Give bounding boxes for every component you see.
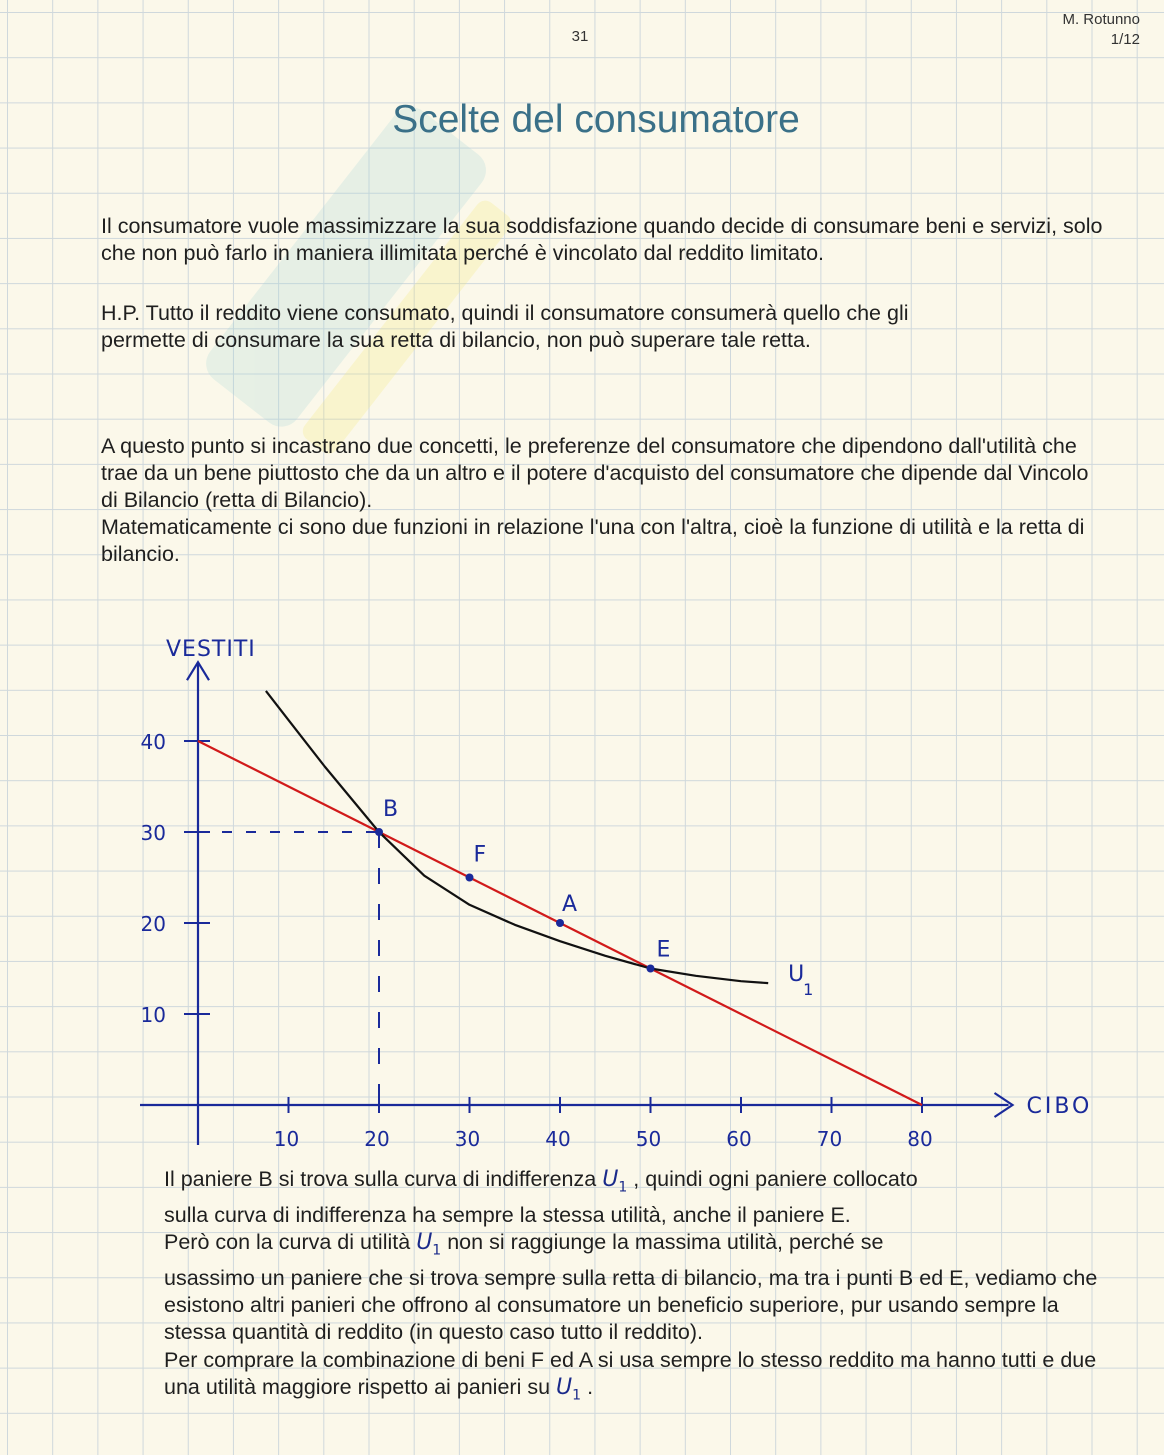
page-title: Scelte del consumatore: [392, 98, 800, 141]
x-axis-title: CIBO: [1026, 1094, 1093, 1119]
point-label-a: A: [562, 892, 578, 917]
author-name: M. Rotunno: [1062, 11, 1140, 28]
hypothesis-paragraph: H.P. Tutto il reddito viene consumato, quindi il consumatore consumerà quello che gli permette di consumare la sua retta di bilancio, non può superare tale retta.: [101, 301, 909, 352]
author-block: [1062, 10, 1140, 50]
intro-paragraph: Il consumatore vuole massimizzare la sua soddisfazione quando decide di consumare beni e servizi, solo che non può farlo in maniera illimitata perché è vincolato dal reddito limitato.: [101, 214, 1103, 265]
explanation-line-3: [164, 1229, 1124, 1265]
explanation-line-4: usassimo un paniere che si trova sempre sulla retta di bilancio, ma tra i punti B ed E, vediamo che esistono altri panieri che offrono al consumatore un beneficio superiore, pur usando sempre la stessa quantità di reddito (in questo caso tutto il reddito).: [164, 1265, 1098, 1345]
x-tick-label: 30: [454, 1127, 481, 1151]
x-tick-label: 80: [907, 1127, 933, 1151]
chart-guides: [198, 832, 379, 1105]
u-letter: U: [556, 1374, 573, 1400]
u-subscript: 1: [572, 1387, 582, 1404]
concepts-block: [101, 433, 1111, 568]
chart-lines: [198, 691, 922, 1105]
u1-symbol: [596, 1167, 633, 1196]
explanation-line-2: sulla curva di indifferenza ha sempre la stessa utilità, anche il paniere E.: [164, 1202, 851, 1227]
u-letter: U: [602, 1167, 619, 1192]
text-segment: Il paniere B si trova sulla curva di indifferenza: [164, 1167, 597, 1191]
point-f: [466, 874, 474, 882]
x-tick-label: 50: [635, 1127, 662, 1151]
concepts-paragraph: A questo punto si incastrano due concetti, le preferenze del consumatore che dipendono dall'utilità che trae da un bene piuttosto che da un altro e il potere d'acquisto del consumatore che dipende dal Vincolo di Bilancio (retta di Bilancio).: [101, 434, 1089, 512]
u-subscript: 1: [618, 1179, 628, 1196]
indifference-chart: [0, 600, 1164, 1160]
y-tick-label: 30: [140, 821, 166, 845]
text-segment: Però con la curva di utilità: [164, 1229, 411, 1254]
text-segment: , quindi ogni paniere collocato: [633, 1167, 918, 1191]
curve-label-u1: U: [788, 962, 805, 988]
x-tick-label: 10: [273, 1127, 300, 1151]
point-label-b: B: [383, 797, 399, 822]
point-label-f: F: [473, 842, 487, 868]
point-b: [375, 828, 383, 836]
indifference-curve-u1: [266, 691, 768, 983]
u-subscript: 1: [432, 1242, 442, 1259]
y-tick-label: 40: [140, 730, 166, 754]
x-tick-label: 20: [364, 1127, 390, 1151]
x-tick-label: 70: [816, 1127, 843, 1151]
u-letter: U: [416, 1229, 433, 1255]
explanation-line-5: [164, 1347, 1124, 1410]
y-tick-label: 10: [140, 1003, 166, 1027]
math-paragraph: Matematicamente ci sono due funzioni in relazione l'una con l'altra, cioè la funzione di utilità e la retta di bilancio.: [101, 515, 1085, 566]
x-tick-label: 40: [545, 1127, 571, 1151]
y-axis-title: VESTITI: [166, 637, 256, 663]
page-number: 31: [571, 28, 589, 45]
y-tick-label: 20: [140, 912, 166, 936]
explanation-line-1: [164, 1166, 1124, 1202]
point-label-e: E: [656, 937, 671, 963]
text-segment: .: [587, 1374, 594, 1399]
u1-symbol: [410, 1229, 447, 1259]
page-count: 1/12: [1110, 31, 1140, 48]
x-tick-label: 60: [726, 1127, 752, 1151]
u1-symbol: [550, 1374, 587, 1404]
curve-label-u1-sub: 1: [803, 980, 814, 1000]
text-segment: non si raggiunge la massima utilità, perché se: [447, 1229, 884, 1254]
explanation-block: [164, 1166, 1124, 1410]
text-segment: Per comprare la combinazione di beni F ed A si usa sempre lo stesso reddito ma hanno tutti e due una utilità maggiore rispetto ai panieri su: [164, 1347, 1097, 1399]
point-a: [556, 919, 564, 927]
point-e: [647, 965, 655, 973]
